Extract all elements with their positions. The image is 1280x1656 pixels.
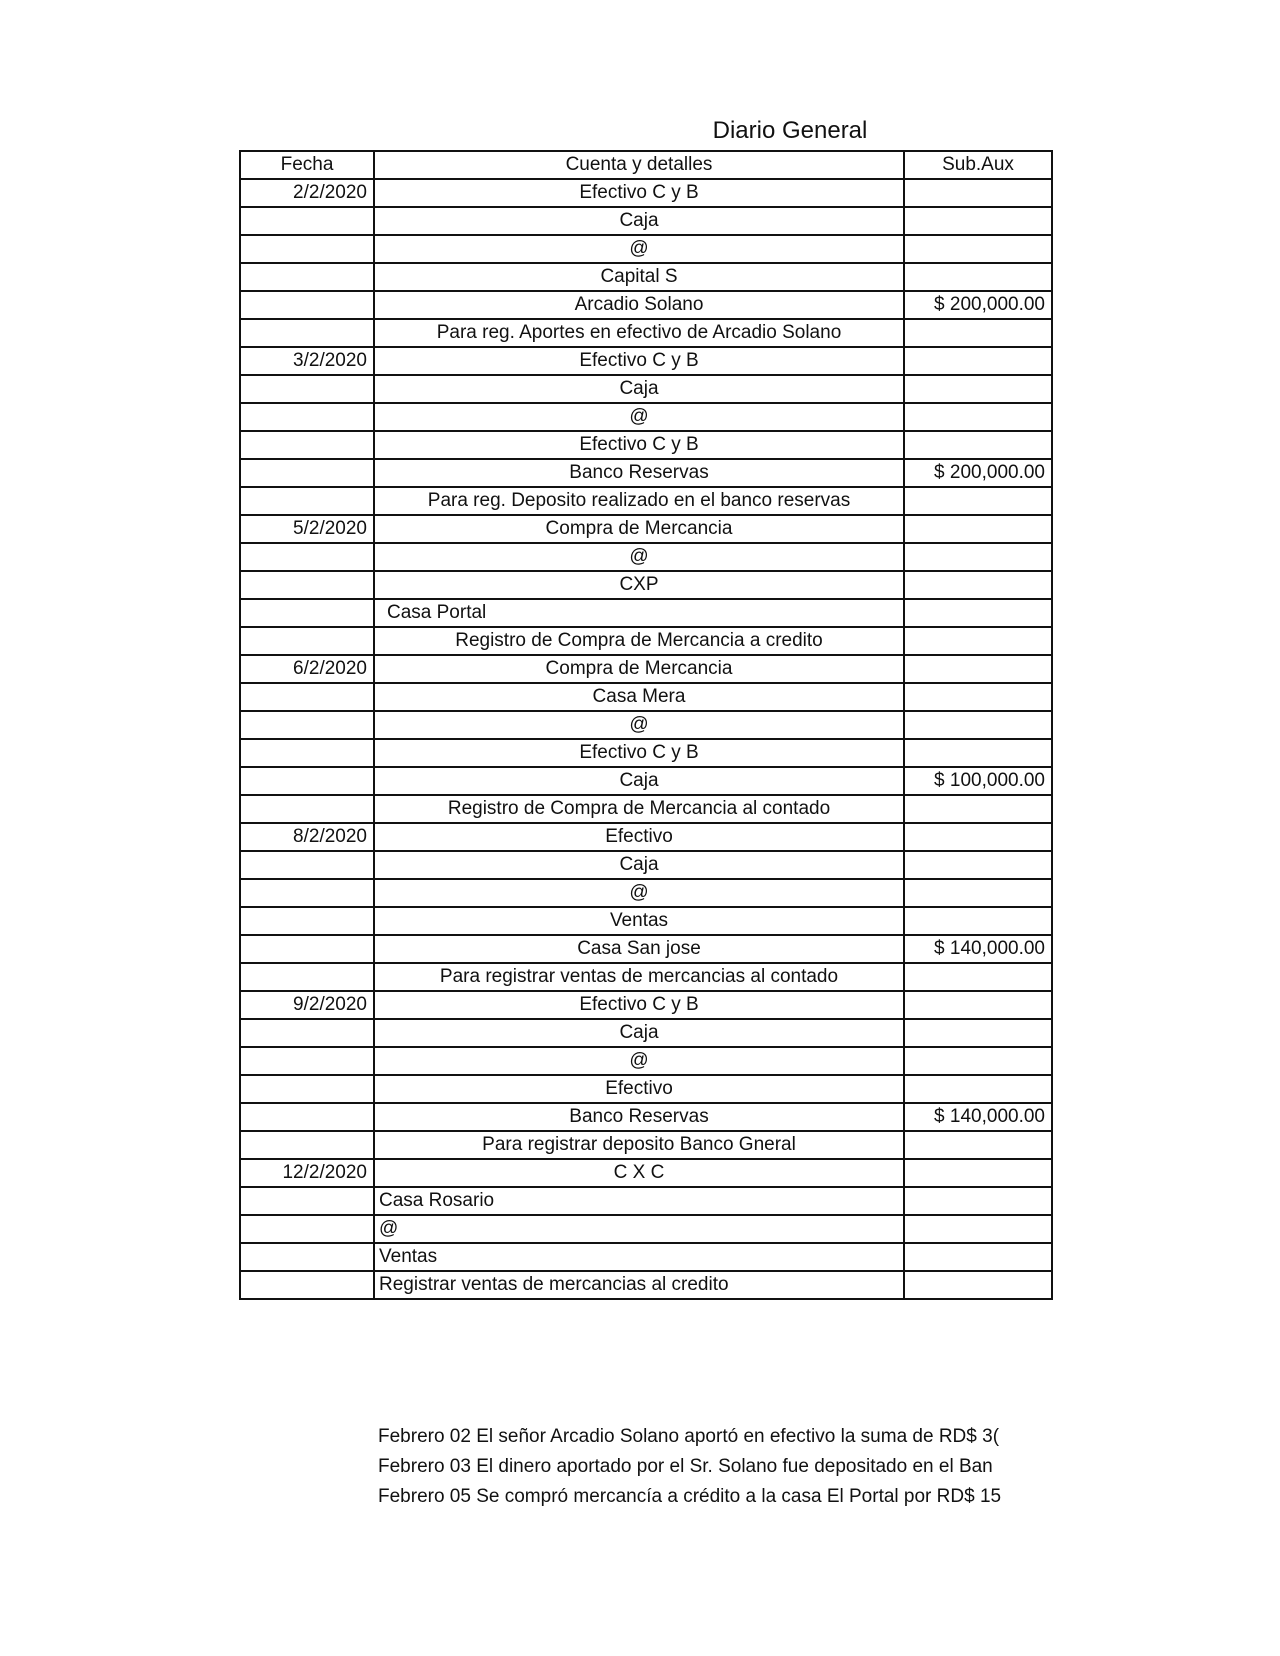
account-cell: Efectivo C y B xyxy=(374,179,904,207)
amount-cell: $ 140,000.00 xyxy=(904,935,1052,963)
account-cell: Casa Portal xyxy=(374,599,904,627)
amount-cell xyxy=(904,1075,1052,1103)
account-cell: Efectivo C y B xyxy=(374,347,904,375)
date-cell: 5/2/2020 xyxy=(240,515,374,543)
date-cell xyxy=(240,1271,374,1299)
account-cell: Efectivo C y B xyxy=(374,739,904,767)
table-row xyxy=(240,319,1052,347)
date-cell xyxy=(240,1019,374,1047)
column-header-account: Cuenta y detalles xyxy=(374,151,904,179)
table-row xyxy=(240,207,1052,235)
account-cell: Caja xyxy=(374,767,904,795)
amount-cell xyxy=(904,571,1052,599)
account-cell: @ xyxy=(374,1215,904,1243)
table-row xyxy=(240,795,1052,823)
table-row xyxy=(240,1187,1052,1215)
table-row xyxy=(240,403,1052,431)
account-cell: Casa Rosario xyxy=(374,1187,904,1215)
account-cell: Ventas xyxy=(374,907,904,935)
account-cell: @ xyxy=(374,711,904,739)
date-cell xyxy=(240,767,374,795)
date-cell xyxy=(240,431,374,459)
table-row xyxy=(240,739,1052,767)
account-cell: Caja xyxy=(374,375,904,403)
amount-cell xyxy=(904,655,1052,683)
table-row xyxy=(240,879,1052,907)
table-row xyxy=(240,1019,1052,1047)
table-row xyxy=(240,375,1052,403)
amount-cell: $ 100,000.00 xyxy=(904,767,1052,795)
note-line: Febrero 05 Se compró mercancía a crédito a la casa El Portal por RD$ 15 xyxy=(378,1486,1002,1507)
account-cell: Efectivo C y B xyxy=(374,431,904,459)
table-row xyxy=(240,1103,1052,1131)
date-cell xyxy=(240,1215,374,1243)
date-cell xyxy=(240,711,374,739)
account-cell: Banco Reservas xyxy=(374,459,904,487)
account-cell: Arcadio Solano xyxy=(374,291,904,319)
table-row xyxy=(240,599,1052,627)
amount-cell xyxy=(904,515,1052,543)
table-row xyxy=(240,235,1052,263)
column-header-subaux: Sub.Aux xyxy=(904,151,1052,179)
amount-cell xyxy=(904,431,1052,459)
amount-cell xyxy=(904,879,1052,907)
account-cell: Efectivo xyxy=(374,1075,904,1103)
amount-cell xyxy=(904,795,1052,823)
table-row xyxy=(240,963,1052,991)
date-cell: 9/2/2020 xyxy=(240,991,374,1019)
amount-cell xyxy=(904,487,1052,515)
date-cell xyxy=(240,795,374,823)
amount-cell xyxy=(904,599,1052,627)
date-cell: 8/2/2020 xyxy=(240,823,374,851)
column-header-date: Fecha xyxy=(240,151,374,179)
account-cell: Efectivo xyxy=(374,823,904,851)
amount-cell xyxy=(904,235,1052,263)
table-row xyxy=(240,1243,1052,1271)
account-cell: Banco Reservas xyxy=(374,1103,904,1131)
date-cell xyxy=(240,235,374,263)
amount-cell xyxy=(904,207,1052,235)
table-row xyxy=(240,627,1052,655)
account-cell: @ xyxy=(374,403,904,431)
date-cell xyxy=(240,207,374,235)
amount-cell: $ 200,000.00 xyxy=(904,291,1052,319)
amount-cell xyxy=(904,991,1052,1019)
table-row xyxy=(240,1159,1052,1187)
account-cell: @ xyxy=(374,879,904,907)
amount-cell xyxy=(904,319,1052,347)
table-row xyxy=(240,431,1052,459)
date-cell xyxy=(240,459,374,487)
date-cell xyxy=(240,403,374,431)
table-row xyxy=(240,1075,1052,1103)
account-cell: Casa San jose xyxy=(374,935,904,963)
amount-cell xyxy=(904,375,1052,403)
table-row xyxy=(240,991,1052,1019)
amount-cell xyxy=(904,1243,1052,1271)
account-cell: Caja xyxy=(374,851,904,879)
amount-cell xyxy=(904,851,1052,879)
amount-cell xyxy=(904,739,1052,767)
table-row xyxy=(240,459,1052,487)
date-cell xyxy=(240,879,374,907)
account-cell: Para registrar ventas de mercancias al contado xyxy=(374,963,904,991)
account-cell: Registrar ventas de mercancias al credito xyxy=(374,1271,904,1299)
document-title: Diario General xyxy=(712,117,868,144)
table-row xyxy=(240,515,1052,543)
amount-cell xyxy=(904,263,1052,291)
table-row xyxy=(240,907,1052,935)
amount-cell xyxy=(904,627,1052,655)
journal-body xyxy=(240,179,1052,1299)
account-cell: Registro de Compra de Mercancia al contado xyxy=(374,795,904,823)
table-row xyxy=(240,1047,1052,1075)
table-row xyxy=(240,1131,1052,1159)
date-cell xyxy=(240,907,374,935)
amount-cell xyxy=(904,1271,1052,1299)
account-cell: Compra de Mercancia xyxy=(374,655,904,683)
table-row xyxy=(240,487,1052,515)
date-cell: 2/2/2020 xyxy=(240,179,374,207)
account-cell: Para registrar deposito Banco Gneral xyxy=(374,1131,904,1159)
account-cell: Compra de Mercancia xyxy=(374,515,904,543)
account-cell: CXP xyxy=(374,571,904,599)
amount-cell xyxy=(904,1159,1052,1187)
account-cell: Casa Mera xyxy=(374,683,904,711)
table-row xyxy=(240,1271,1052,1299)
account-cell: Ventas xyxy=(374,1243,904,1271)
amount-cell xyxy=(904,963,1052,991)
date-cell xyxy=(240,1103,374,1131)
date-cell: 3/2/2020 xyxy=(240,347,374,375)
table-row xyxy=(240,823,1052,851)
amount-cell xyxy=(904,543,1052,571)
table-row xyxy=(240,683,1052,711)
account-cell: Para reg. Aportes en efectivo de Arcadio Solano xyxy=(374,319,904,347)
notes-section xyxy=(378,1422,1051,1512)
amount-cell xyxy=(904,1131,1052,1159)
date-cell xyxy=(240,599,374,627)
table-row xyxy=(240,291,1052,319)
account-cell: Caja xyxy=(374,1019,904,1047)
account-cell: Efectivo C y B xyxy=(374,991,904,1019)
amount-cell xyxy=(904,403,1052,431)
amount-cell xyxy=(904,1019,1052,1047)
table-row xyxy=(240,347,1052,375)
account-cell: @ xyxy=(374,1047,904,1075)
table-row xyxy=(240,935,1052,963)
header-row xyxy=(240,151,1052,179)
date-cell xyxy=(240,935,374,963)
amount-cell: $ 200,000.00 xyxy=(904,459,1052,487)
table-row xyxy=(240,571,1052,599)
amount-cell xyxy=(904,907,1052,935)
date-cell: 6/2/2020 xyxy=(240,655,374,683)
account-cell: Capital S xyxy=(374,263,904,291)
note-line: Febrero 03 El dinero aportado por el Sr. Solano fue depositado en el Ban xyxy=(378,1456,993,1477)
table-row xyxy=(240,1215,1052,1243)
account-cell: Para reg. Deposito realizado en el banco reservas xyxy=(374,487,904,515)
table-row xyxy=(240,179,1052,207)
date-cell xyxy=(240,963,374,991)
date-cell xyxy=(240,291,374,319)
table-row xyxy=(240,711,1052,739)
amount-cell xyxy=(904,347,1052,375)
date-cell xyxy=(240,319,374,347)
account-cell: @ xyxy=(374,543,904,571)
amount-cell xyxy=(904,683,1052,711)
amount-cell xyxy=(904,1047,1052,1075)
table-row xyxy=(240,543,1052,571)
account-cell: @ xyxy=(374,235,904,263)
date-cell xyxy=(240,683,374,711)
amount-cell xyxy=(904,711,1052,739)
date-cell xyxy=(240,263,374,291)
account-cell: Caja xyxy=(374,207,904,235)
table-row xyxy=(240,851,1052,879)
date-cell xyxy=(240,627,374,655)
account-cell: Registro de Compra de Mercancia a credito xyxy=(374,627,904,655)
date-cell xyxy=(240,375,374,403)
amount-cell xyxy=(904,1187,1052,1215)
date-cell xyxy=(240,739,374,767)
account-cell: C X C xyxy=(374,1159,904,1187)
date-cell xyxy=(240,1131,374,1159)
amount-cell xyxy=(904,1215,1052,1243)
date-cell xyxy=(240,1075,374,1103)
table-row xyxy=(240,655,1052,683)
amount-cell xyxy=(904,179,1052,207)
date-cell xyxy=(240,571,374,599)
date-cell xyxy=(240,851,374,879)
amount-cell xyxy=(904,823,1052,851)
date-cell xyxy=(240,1243,374,1271)
date-cell xyxy=(240,1187,374,1215)
table-row xyxy=(240,767,1052,795)
date-cell: 12/2/2020 xyxy=(240,1159,374,1187)
table-row xyxy=(240,263,1052,291)
amount-cell: $ 140,000.00 xyxy=(904,1103,1052,1131)
journal-table xyxy=(239,150,1053,1300)
date-cell xyxy=(240,487,374,515)
note-line: Febrero 02 El señor Arcadio Solano aportó en efectivo la suma de RD$ 3( xyxy=(378,1426,1000,1447)
date-cell xyxy=(240,543,374,571)
date-cell xyxy=(240,1047,374,1075)
